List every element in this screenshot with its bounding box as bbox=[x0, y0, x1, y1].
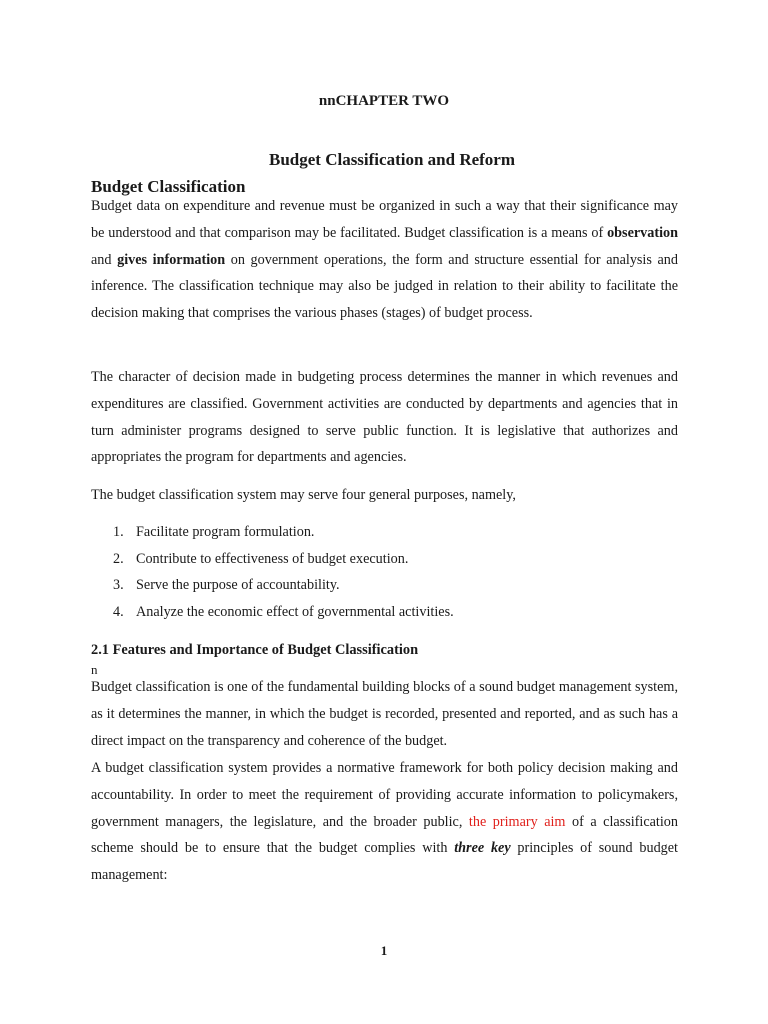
list-item bbox=[113, 572, 454, 599]
list-item-text: Serve the purpose of accountability. bbox=[136, 577, 340, 593]
list-item bbox=[113, 546, 454, 573]
paragraph-5 bbox=[91, 755, 678, 889]
list-item-number: 1. bbox=[113, 524, 124, 540]
bold-observation: observation bbox=[607, 224, 678, 241]
paragraph-1-text-b: on government operations, the form and structure essential for analysis and inference. The classification technique may also be judged in relation to their ability to facilitate the decision making that comprises the various phases (stages) of budget process. bbox=[91, 251, 678, 322]
section-heading-budget-classification: Budget Classification bbox=[91, 177, 246, 196]
stray-character: n bbox=[91, 662, 98, 677]
paragraph-2: The character of decision made in budgeting process determines the manner in which revenues and expenditures are classified. Government activities are conducted by departments and agencies that in turn administer programs designed to serve public function. It is legislative that authorizes and appropriates the program for departments and agencies. bbox=[91, 369, 678, 466]
page-title: Budget Classification and Reform bbox=[268, 150, 516, 169]
bold-italic-three-key: three key bbox=[454, 840, 511, 857]
list-item-text: Facilitate program formulation. bbox=[136, 524, 315, 540]
list-item-text: Analyze the economic effect of governmental activities. bbox=[136, 603, 454, 620]
page-number: 1 bbox=[380, 943, 388, 958]
paragraph-5-text-a: A budget classification system provides a normative framework for both policy decision making and accountability. In order to meet the requirement of providing accurate information to policymakers, government managers, the legislature, and the broader public, bbox=[91, 760, 678, 830]
section-heading-features-importance: 2.1 Features and Importance of Budget Classification bbox=[91, 642, 419, 658]
paragraph-1-and: and bbox=[91, 251, 118, 268]
list-item-number: 4. bbox=[113, 603, 124, 620]
chapter-label: nnCHAPTER TWO bbox=[318, 93, 450, 109]
purposes-list bbox=[113, 519, 454, 625]
list-item-text: Contribute to effectiveness of budget execution. bbox=[136, 550, 409, 567]
list-item bbox=[113, 599, 454, 626]
bold-gives-information: gives information bbox=[117, 251, 226, 268]
paragraph-5-text-b: of a classification scheme should be to ensure that the budget complies with bbox=[91, 813, 678, 857]
paragraph-4: Budget classification is one of the fundamental building blocks of a sound budget management system, as it determines the manner, in which the budget is recorded, presented and reported, and as such has a direct impact on the transparency and coherence of the budget. bbox=[91, 679, 678, 749]
paragraph-1-text-a: Budget data on expenditure and revenue must be organized in such a way that their significance may be understood and that comparison may be facilitated. Budget classification is a means of bbox=[91, 198, 678, 241]
paragraph-1 bbox=[91, 193, 678, 327]
list-item-number: 3. bbox=[113, 577, 124, 593]
list-item bbox=[113, 519, 454, 546]
list-item-number: 2. bbox=[113, 550, 124, 567]
paragraph-3: The budget classification system may serve four general purposes, namely, bbox=[91, 487, 516, 503]
paragraph-5-text-c: principles of sound budget management: bbox=[91, 840, 679, 884]
highlight-primary-aim: the primary aim bbox=[468, 813, 566, 830]
